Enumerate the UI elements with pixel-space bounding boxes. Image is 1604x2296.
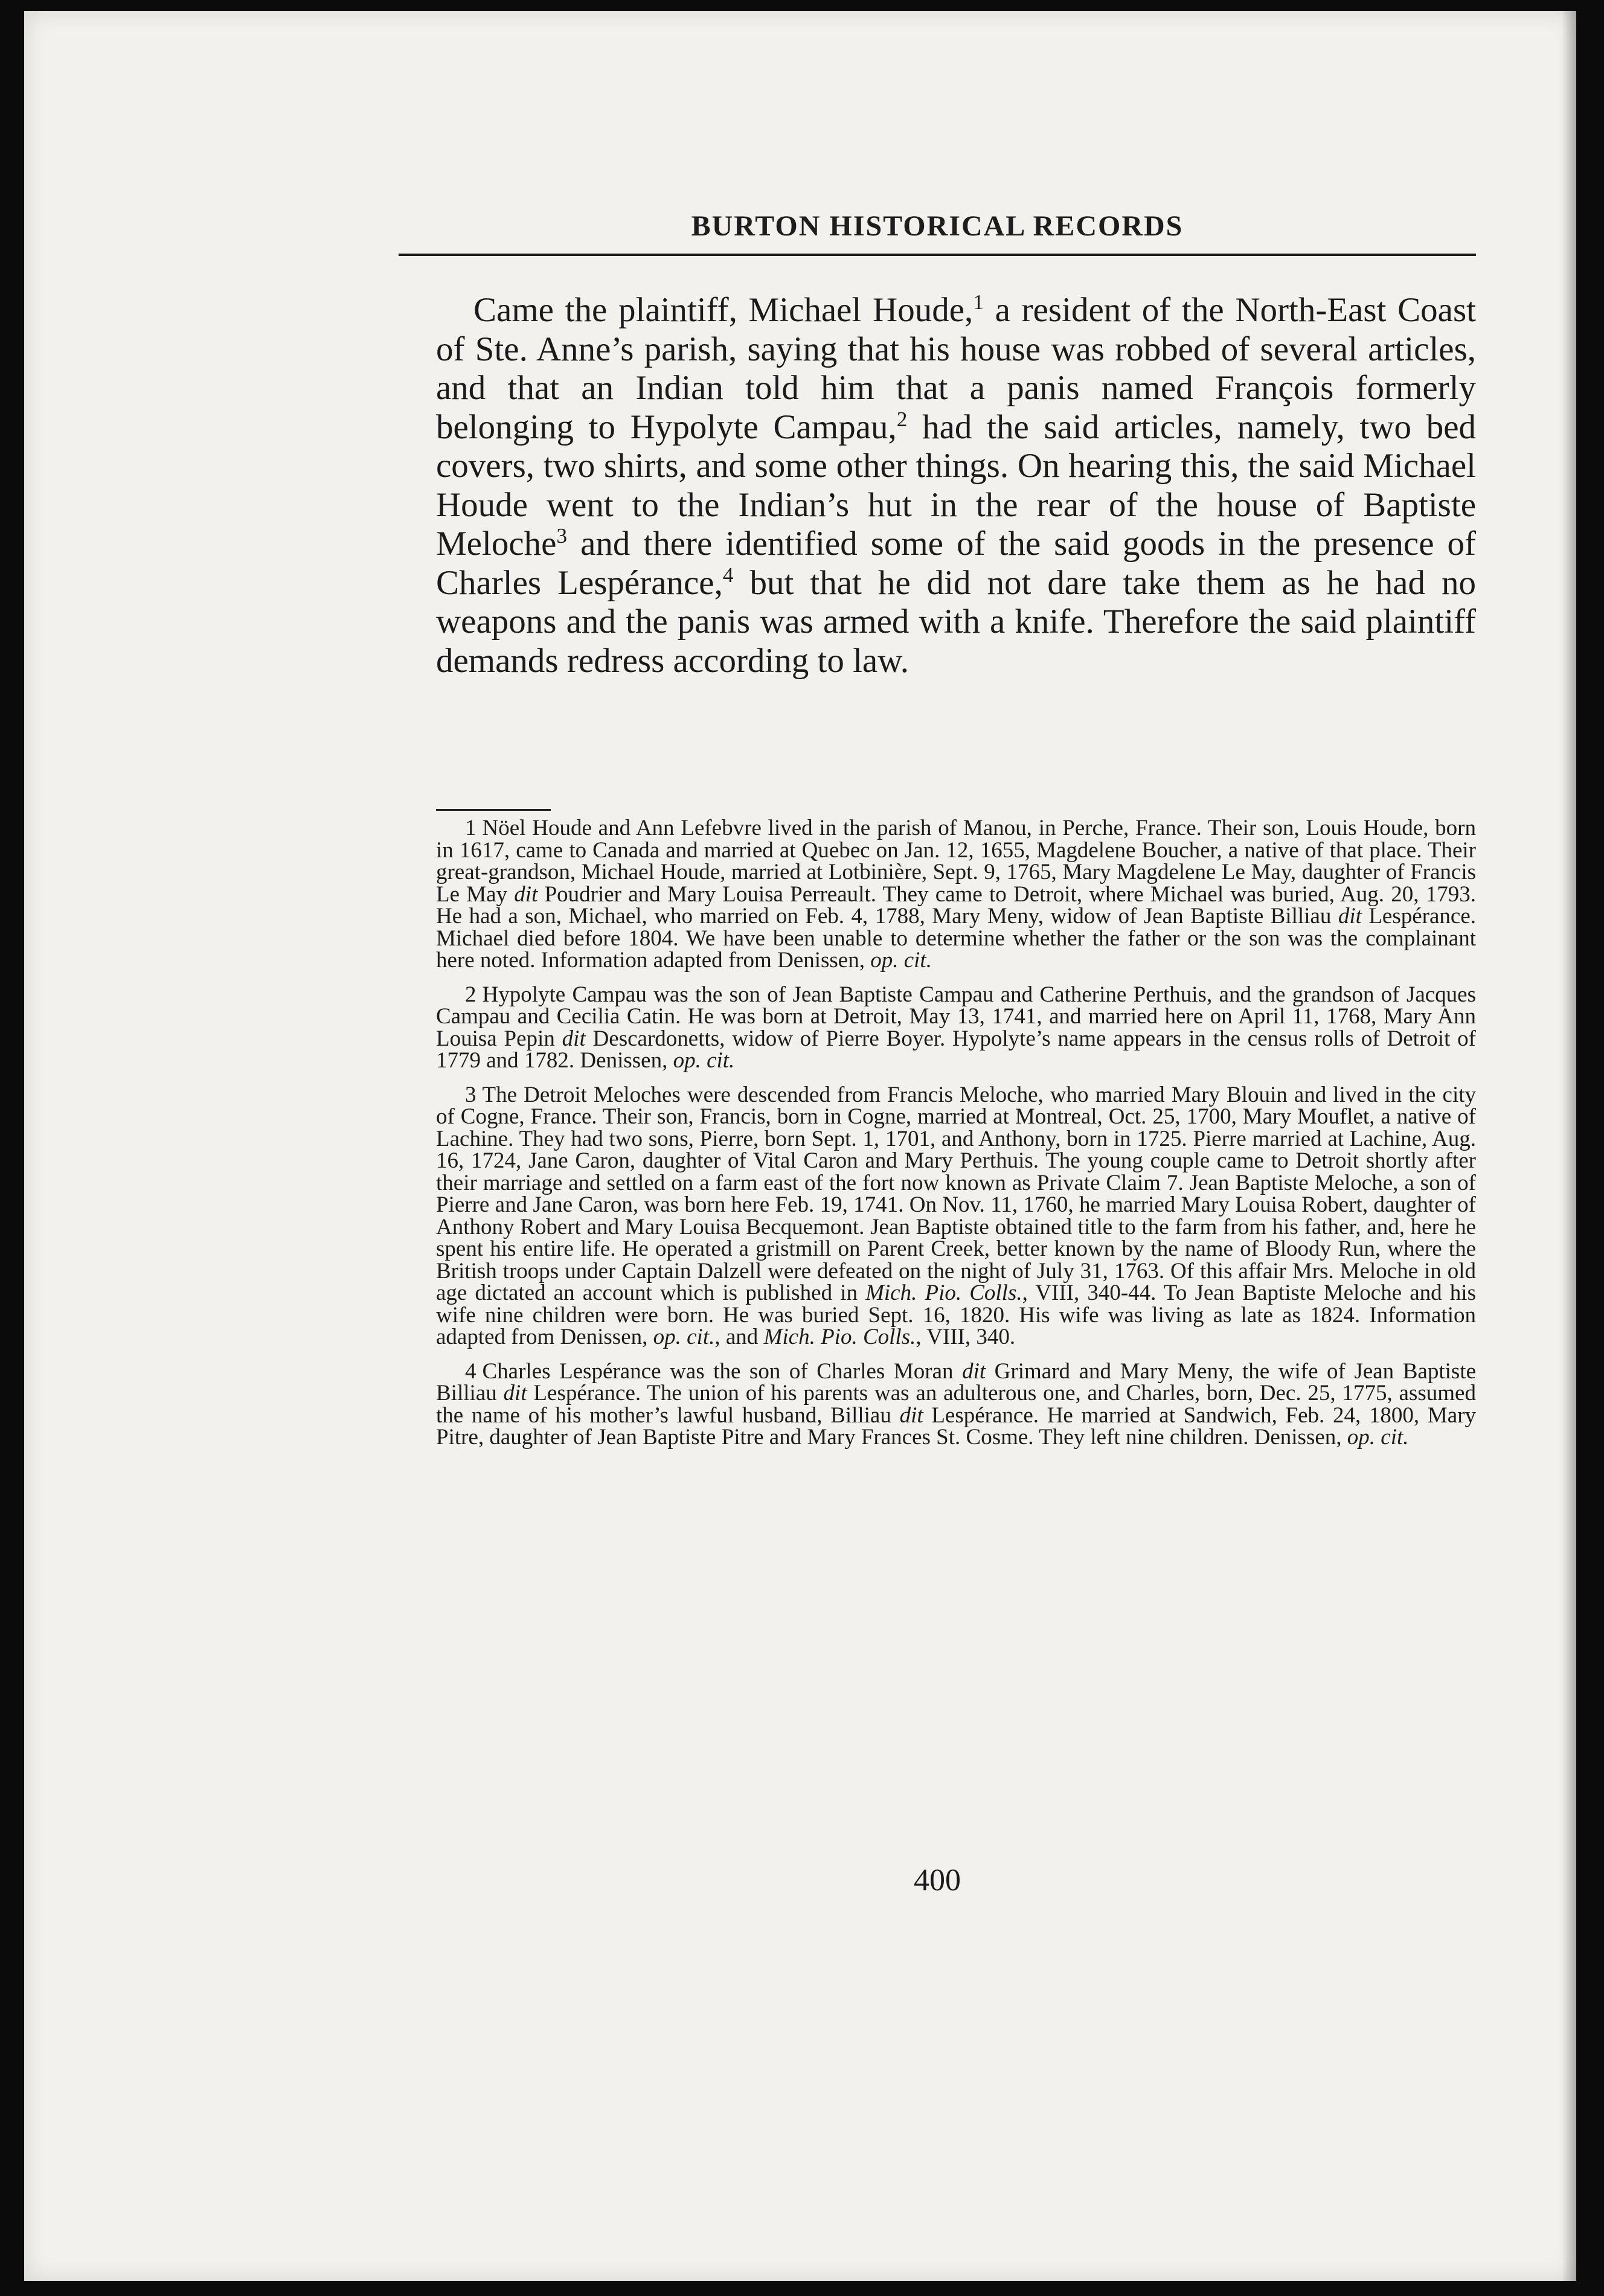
body-text-part: Came the plaintiff, Michael Houde, — [473, 291, 974, 329]
footnote-italic-text: Mich. Pio. Colls. — [865, 1281, 1022, 1305]
header-rule — [399, 254, 1476, 256]
running-head: BURTON HISTORICAL RECORDS — [691, 210, 1184, 242]
footnote-italic-text: op. cit. — [653, 1325, 715, 1349]
footnote — [436, 817, 1476, 972]
body-text-part: and there identified some of the said goods in the presence of Charles Lespérance, — [436, 525, 1476, 602]
footnote-text: Lespérance. The union of his parents was an adulterous one, and Charles, born, Dec. 25, 1775, assumed the name of his mother’s lawful husband, Billiau — [436, 1381, 1476, 1428]
footnote-italic-text: dit — [514, 881, 538, 907]
footnote-text: , and — [714, 1325, 764, 1349]
footnote-italic-text: op. cit. — [673, 1048, 735, 1073]
footnote-italic-text: dit — [503, 1381, 527, 1405]
body-text-part: had the said articles, namely, two bed covers, two shirts, and some other things. On hearing this, the said Michael Houde went to the Indian’s hut in the rear of the house of Baptiste Meloche — [436, 408, 1476, 563]
footnote-text: Descardonetts, widow of Pierre Boyer. Hypolyte’s name appears in the census rolls of Detroit of 1779 and 1782. Denissen, — [436, 1026, 1477, 1073]
footnote-number: 1 — [465, 816, 476, 840]
footnote-italic-text: dit — [962, 1358, 986, 1384]
footnotes — [436, 817, 1476, 1461]
main-paragraph — [436, 291, 1476, 680]
footnote-number: 4 — [465, 1358, 476, 1384]
body-text-part: but that he did not dare take them as he had no weapons and the panis was armed with a knife. Therefore the said plaintiff demands redress according to law. — [436, 563, 1476, 680]
footnote-italic-text: op. cit. — [1347, 1425, 1409, 1450]
footnote-text: Lespérance. He married at Sandwich, Feb. 24, 1800, Mary Pitre, daughter of Jean Baptiste Pitre and Mary Frances St. Cosme. They left nine children. Denissen, — [436, 1402, 1477, 1450]
footnote-text: , VIII, 340-44. To Jean Baptiste Meloche and his wife nine children were born. He was buried Sept. 16, 1820. His wife was living as late as 1824. Information adapted from Denissen, — [436, 1281, 1476, 1349]
footnote-italic-text: dit — [899, 1402, 923, 1428]
footnote-italic-text: dit — [562, 1026, 586, 1051]
footnote-text: Nöel Houde and Ann Lefebvre lived in the parish of Manou, in Perche, France. Their son, Louis Houde, born in 1617, came to Canada and married at Quebec on Jan. 12, 1655, Magdelene Boucher, a native of that place. Their great-grandson, Michael Houde, married at Lotbinière, Sept. 9, 1765, Mary Magdelene Le May, daughter of Francis Le May — [436, 816, 1476, 907]
footnote-text: Charles Lespérance was the son of Charles Moran — [482, 1358, 963, 1384]
footnote-italic-text: Mich. Pio. Colls. — [763, 1325, 916, 1349]
footnote-marker: 2 — [896, 407, 908, 431]
footnote-text: Poudrier and Mary Louisa Perreault. They came to Detroit, where Michael was buried, Aug. 20, 1793. He had a son, Michael, who married on Feb. 4, 1788, Mary Meny, widow of Jean Baptiste Billiau — [436, 881, 1476, 929]
footnote-marker: 4 — [722, 563, 734, 587]
footnote-italic-text: op. cit. — [870, 948, 932, 973]
footnote-number: 2 — [465, 982, 476, 1007]
footnote-text: , VIII, 340. — [916, 1325, 1016, 1349]
body-text-part: a resident of the North-East Coast of Ste. Anne’s parish, saying that his house was robbed of several articles, and that an Indian told him that a panis named François formerly belonging to Hypolyte Campau, — [436, 291, 1476, 446]
footnote-text: The Detroit Meloches were descended from Francis Meloche, who married Mary Blouin and lived in the city of Cogne, France. Their son, Francis, born in Cogne, married at Montreal, Oct. 25, 1700, Mary Mouflet, a native of Lachine. They had two sons, Pierre, born Sept. 1, 1701, and Anthony, born in 1725. Pierre married at Lachine, Aug. 16, 1724, Jane Caron, daughter of Vital Caron and Mary Perthuis. The young couple came to Detroit shortly after their marriage and settled on a farm east of the fort now known as Private Claim 7. Jean Baptiste Meloche, a son of Pierre and Jane Caron, was born here Feb. 19, 1741. On Nov. 11, 1760, he married Mary Louisa Robert, daughter of Anthony Robert and Mary Louisa Becquemont. Jean Baptiste obtained title to the farm from his father, and, here he spent his entire life. He operated a gristmill on Parent Creek, better known by the name of Bloody Run, where the British troops under Captain Dalzell were defeated on the night of July 31, 1763. Of this affair Mrs. Meloche in old age dictated an account which is published in — [436, 1082, 1476, 1305]
footnote-marker: 3 — [556, 524, 568, 548]
footnote-italic-text: dit — [1338, 904, 1362, 929]
footnote-text: Grimard and Mary Meny, the wife of Jean Baptiste Billiau — [436, 1358, 1476, 1405]
page-number: 400 — [914, 1863, 961, 1898]
footnote — [436, 1084, 1476, 1349]
footnote — [436, 1358, 1477, 1450]
footnote-text: Hypolyte Campau was the son of Jean Baptiste Campau and Catherine Perthuis, and the grandson of Jacques Campau and Cecilia Catin. He was born at Detroit, May 13, 1741, and married here on April 11, 1768, Mary Ann Louisa Pepin — [436, 982, 1476, 1051]
footnote-number: 3 — [465, 1082, 476, 1107]
footnote-rule — [436, 809, 551, 811]
footnote — [436, 984, 1476, 1072]
footnote-marker: 1 — [973, 290, 984, 314]
footnote-text: Lespérance. Michael died before 1804. We have been unable to determine whether the father or the son was the complainant here noted. Information adapted from Denissen, — [436, 904, 1476, 973]
